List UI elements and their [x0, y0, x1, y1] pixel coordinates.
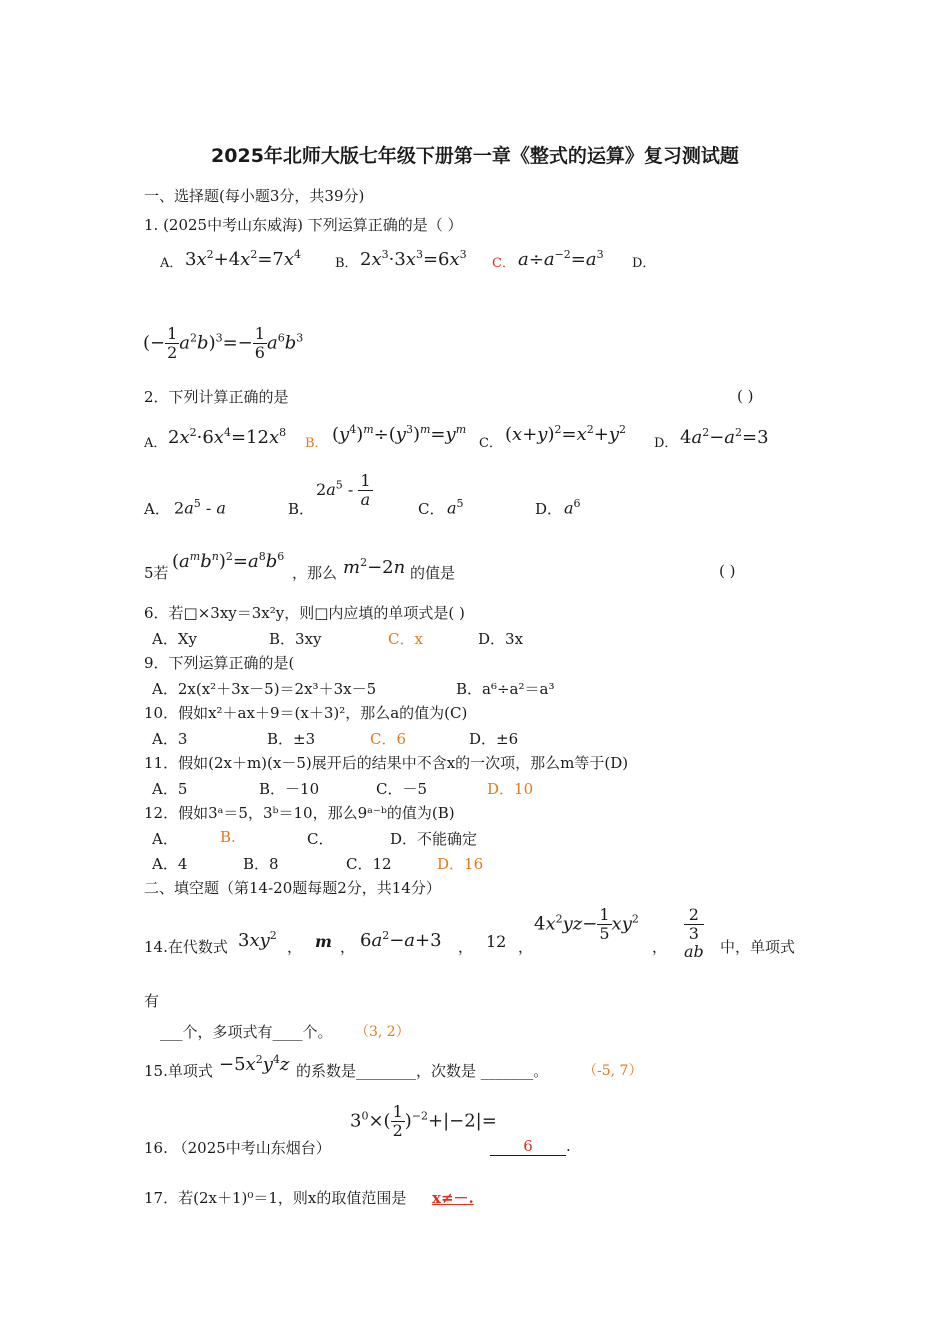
- question-5-mid: ，那么: [292, 564, 338, 582]
- question-16-answer: 6: [523, 1137, 533, 1155]
- page-title: 2025年北师大版七年级下册第一章《整式的运算》复习测试题: [211, 145, 739, 167]
- q5-formula: $(a^mb^n)^2=a^8b^6$: [172, 550, 285, 572]
- question-15-stem: 的系数是________，次数是 _______。: [296, 1062, 549, 1080]
- q1-option-d-label: D．: [632, 256, 656, 271]
- q10-option-a: A．3: [152, 730, 188, 748]
- q2-option-a-formula: $2x^2\cdot 6x^4=12x^8$: [168, 426, 287, 448]
- q12-option-c: C．: [307, 830, 334, 848]
- q3-option-d-label: D．: [535, 500, 563, 518]
- question-17-answer: x≠－.: [432, 1189, 474, 1207]
- q3-option-d-formula: $a^6$: [564, 497, 581, 518]
- q2-option-a-label: A．: [144, 436, 167, 451]
- question-9-stem: 9．下列运算正确的是(: [144, 654, 295, 672]
- question-14-suffix: 中，单项式: [720, 938, 796, 956]
- q1-option-c-formula: $a\div a^{-2}=a^3$: [518, 248, 604, 270]
- q16-formula: $3^0\times$( $\frac{1}{2}$ )$^{-2}$+|−2|=: [350, 1102, 497, 1140]
- q3-option-a-label: A．: [144, 500, 170, 518]
- q3-option-b-formula: $2a^5$ - $\frac{1}{a}$: [316, 471, 371, 509]
- question-14-prefix: 14.在代数式: [144, 938, 228, 956]
- question-2-answer-paren: ( ): [737, 387, 754, 405]
- question-17-stem: 17．若(2x＋1)⁰＝1，则x的取值范围是: [144, 1189, 407, 1207]
- q12-option-a: A．: [152, 830, 178, 848]
- q2-option-c-formula: $(x+y)^2=x^2+y^2$: [505, 423, 626, 445]
- q14-expr-3: $6a^2-a+3$: [360, 929, 442, 951]
- q14-sep-2: ，: [340, 938, 356, 956]
- question-12-stem: 12．假如3ᵃ＝5，3ᵇ＝10，那么9ᵃ⁻ᵇ的值为(B): [144, 804, 455, 822]
- q3-option-c-formula: $a^5$: [447, 497, 464, 518]
- q14-sep-4: ，: [518, 938, 534, 956]
- q10-option-d: D．±6: [469, 730, 519, 748]
- question-10-stem: 10．假如x²＋ax＋9＝(x＋3)²，那么a的值为(C): [144, 704, 468, 722]
- q11-option-a: A．5: [152, 780, 188, 798]
- q5-expression: $m^2-2n$: [343, 556, 406, 578]
- q2-option-b-label: B．: [305, 436, 328, 451]
- q1-option-c-label: C．: [492, 256, 515, 271]
- section-heading-choice: 一、选择题(每小题3分，共39分): [144, 187, 365, 205]
- question-6-stem: 6．若□×3xy＝3x²y，则□内应填的单项式是( ): [144, 604, 465, 622]
- question-16-blank: 6 .: [490, 1137, 571, 1156]
- q1-option-b-formula: $2x^3\cdot 3x^3=6x^3$: [360, 248, 467, 270]
- q6-option-a: A．Xy: [152, 630, 197, 648]
- section-heading-fill-in: 二、填空题（第14-20题每题2分，共14分）: [144, 879, 441, 897]
- q9-option-a: A．2x(x²＋3x－5)＝2x³＋3x－5: [152, 680, 377, 698]
- q12-option-b-value: B．8: [243, 855, 279, 873]
- q1-option-a-formula: $3x^2+4x^2=7x^4$: [185, 248, 302, 270]
- q14-expr-6: 2 3 ab: [684, 905, 704, 961]
- q11-option-d: D．10: [487, 780, 534, 798]
- q14-expr-2: m: [315, 932, 332, 951]
- q6-option-b: B．3xy: [269, 630, 322, 648]
- q6-option-c: C．x: [388, 630, 423, 648]
- q15-formula: $-5x^2y^4z$: [219, 1053, 290, 1075]
- q6-option-d: D．3x: [478, 630, 524, 648]
- q9-option-b: B．a⁶÷a²＝a³: [456, 680, 555, 698]
- q10-option-c: C．6: [370, 730, 407, 748]
- q2-option-d-formula: $4a^2-a^2=3$: [680, 426, 769, 448]
- question-15-prefix: 15.单项式: [144, 1062, 213, 1080]
- q11-option-c: C．－5: [376, 780, 428, 798]
- question-16-stem: 16. （2025中考山东烟台）: [144, 1139, 331, 1157]
- q2-option-b-formula: $(y^4)^m\div(y^3)^m=y^m$: [332, 423, 467, 445]
- q14-sep-1: ，: [287, 938, 303, 956]
- q2-option-d-label: D．: [654, 436, 678, 451]
- question-11-stem: 11．假如(2x＋m)(x－5)展开后的结果中不含x的一次项，那么m等于(D): [144, 754, 629, 772]
- q14-sep-3: ，: [458, 938, 474, 956]
- q11-option-b: B．－10: [259, 780, 320, 798]
- q12-option-b: B.: [220, 828, 236, 846]
- q12-option-d-value: D．16: [437, 855, 484, 873]
- q1-option-b-label: B．: [335, 256, 358, 271]
- question-5-prefix: 5若: [144, 564, 169, 582]
- question-14-line2: 有: [144, 992, 160, 1010]
- q10-option-b: B．±3: [267, 730, 316, 748]
- question-5-answer-paren: ( ): [719, 562, 736, 580]
- question-14-line3: ___个，多项式有____个。: [160, 1023, 333, 1041]
- q14-expr-1: $3xy^2$: [238, 929, 277, 951]
- question-1-stem: 1. (2025中考山东威海) 下列运算正确的是（ ）: [144, 216, 463, 234]
- q2-option-c-label: C．: [479, 436, 502, 451]
- q1-option-d-formula: (− $\frac{1}{2}$ $a^2b)^3=-$ $\frac{1}{6}$ $a^6b^3$: [143, 324, 304, 362]
- question-15-answer: （-5, 7）: [583, 1063, 643, 1079]
- q1-option-a-label: A．: [160, 256, 183, 271]
- q12-option-c-value: C．12: [346, 855, 392, 873]
- q3-option-c-label: C．: [418, 500, 445, 518]
- q12-option-d: D．不能确定: [390, 830, 478, 848]
- q3-option-b-label: B．: [288, 500, 315, 518]
- q14-sep-5: ，: [652, 938, 668, 956]
- q3-option-a-formula: $2a^5$ - a: [174, 497, 226, 518]
- q14-expr-4: 12: [486, 932, 507, 951]
- question-2-stem: 2．下列计算正确的是: [144, 388, 289, 406]
- question-14-answer: （3, 2）: [355, 1024, 410, 1040]
- q12-option-a-value: A．4: [152, 855, 188, 873]
- q14-expr-5: $4x^2yz-$ $\frac{1}{5}$ $xy^2$: [534, 905, 639, 943]
- question-5-suffix: 的值是: [410, 564, 456, 582]
